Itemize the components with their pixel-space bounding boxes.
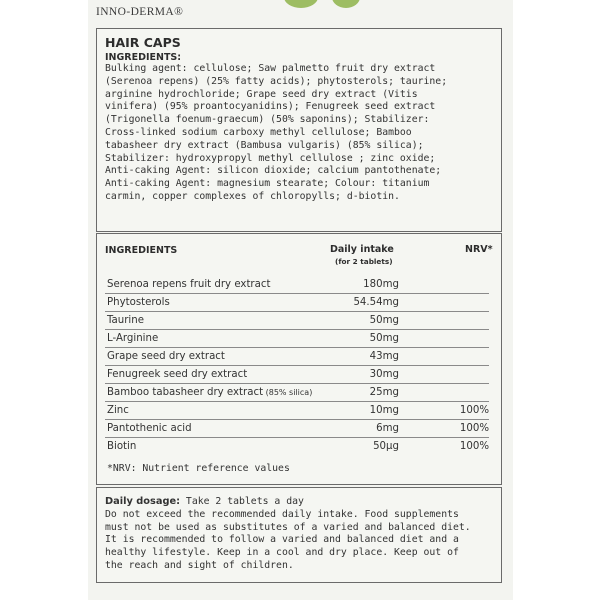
row-nrv: 100% (459, 423, 489, 434)
column-header-daily-intake: Daily intake (330, 244, 394, 255)
row-ingredient: Grape seed dry extract (107, 351, 225, 362)
row-daily-intake: 43mg (369, 351, 399, 362)
row-ingredient: L-Arginine (107, 333, 159, 344)
table-row (105, 420, 489, 438)
leaf-graphic (284, 0, 318, 8)
row-ingredient: Zinc (107, 405, 129, 416)
table-row (105, 438, 489, 456)
row-daily-intake: 30mg (369, 369, 399, 380)
row-daily-intake: 6mg (376, 423, 399, 434)
column-header-nrv: NRV* (465, 244, 493, 255)
table-row (105, 276, 489, 294)
table-row (105, 312, 489, 330)
table-row (105, 366, 489, 384)
ingredients-heading: INGREDIENTS: (105, 52, 182, 63)
dosage-line: the reach and sight of children. (105, 559, 294, 571)
dosage-label: Daily dosage: (105, 496, 181, 507)
dosage-line: must not be used as substitutes of a varied and balanced diet. (105, 521, 471, 533)
dosage-text (105, 496, 500, 573)
ingredients-line: (Serenoa repens) (25% fatty acids); phytosterols; taurine; (105, 75, 448, 87)
row-daily-intake: 50µg (373, 441, 399, 452)
nutrition-table (96, 233, 502, 485)
row-nrv: 100% (459, 441, 489, 452)
dosage-line: healthy lifestyle. Keep in a cool and dry place. Keep out of (105, 547, 459, 559)
table-row (105, 330, 489, 348)
row-ingredient: Bamboo tabasheer dry extract (85% silica) (107, 387, 313, 398)
product-title: HAIR CAPS (105, 35, 181, 50)
row-ingredient-note: (85% silica) (263, 388, 313, 397)
dosage-panel (96, 487, 502, 583)
ingredients-text (105, 63, 497, 204)
ingredients-line: vinifera) (95% proantocyanidins); Fenugreek seed extract (105, 101, 436, 113)
ingredients-line: Bulking agent: cellulose; Saw palmetto fruit dry extract (105, 63, 436, 74)
ingredients-line: (Trigonella foenum-graecum) (50% saponins); Stabilizer: (105, 114, 430, 126)
row-ingredient: Pantothenic acid (107, 423, 192, 434)
row-ingredient: Biotin (107, 441, 137, 452)
ingredients-line: tabasheer dry extract (Bambusa vulgaris) (85% silica); (105, 139, 424, 151)
brand-logo: INNO-DERMA® (96, 6, 184, 18)
ingredients-line: Stabilizer: hydroxypropyl methyl cellulose ; zinc oxide; (105, 152, 436, 164)
table-row (105, 348, 489, 366)
table-row (105, 402, 489, 420)
row-nrv: 100% (459, 405, 489, 416)
ingredients-line: arginine hydrochloride; Grape seed dry extract (Vitis (105, 88, 418, 100)
column-header-ingredients: INGREDIENTS (105, 245, 178, 256)
table-row (105, 384, 489, 402)
row-ingredient: Taurine (107, 315, 144, 326)
row-ingredient: Fenugreek seed dry extract (107, 369, 248, 380)
ingredients-line: Anti-caking Agent: silicon dioxide; calcium pantothenate; (105, 165, 442, 177)
row-ingredient: Phytosterols (107, 297, 170, 308)
row-daily-intake: 54.54mg (353, 297, 399, 308)
nrv-footnote: *NRV: Nutrient reference values (107, 463, 290, 474)
ingredients-line: Cross-linked sodium carboxy methyl cellulose; Bamboo (105, 126, 412, 138)
row-daily-intake: 180mg (363, 279, 399, 290)
ingredients-panel (96, 28, 502, 232)
row-daily-intake: 25mg (369, 387, 399, 398)
ingredients-line: carmin, copper complexes of chloropylls; d-biotin. (105, 190, 400, 202)
row-daily-intake: 50mg (369, 315, 399, 326)
dosage-line: Do not exceed the recommended daily intake. Food supplements (105, 508, 459, 520)
dosage-line: It is recommended to follow a varied and balanced diet and a (105, 534, 459, 546)
row-daily-intake: 10mg (369, 405, 399, 416)
dosage-instruction: Take 2 tablets a day (185, 496, 304, 507)
table-row (105, 294, 489, 312)
column-subheader-daily-intake: (for 2 tablets) (335, 257, 393, 266)
ingredients-line: Anti-caking Agent: magnesium stearate; Colour: titanium (105, 178, 430, 190)
leaf-graphic (332, 0, 360, 8)
row-ingredient: Serenoa repens fruit dry extract (107, 279, 271, 290)
row-daily-intake: 50mg (369, 333, 399, 344)
